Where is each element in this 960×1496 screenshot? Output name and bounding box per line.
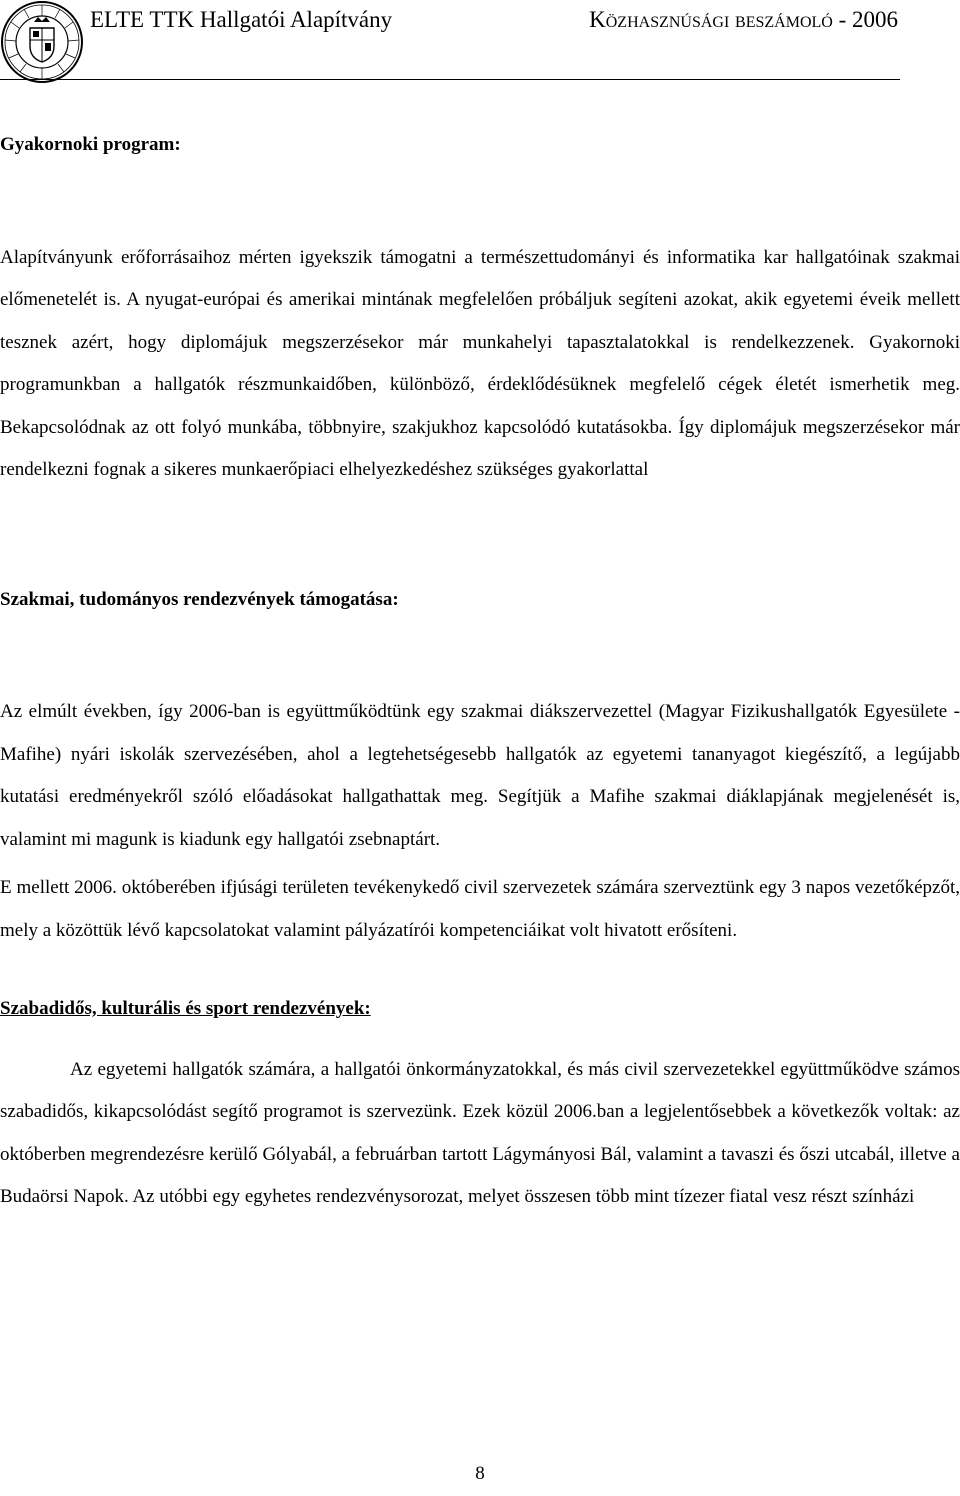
leisure-events-paragraph: Az egyetemi hallgatók számára, a hallgatói önkormányzatokkal, és más civil szervezetekkel együttműködve számos szabadidős, kikapcsolódást segítő programot is szervezünk. Ezek közül 2006.ban a legjelentősebbek a következők voltak: az októberben megrendezésre kerülő Gólyabál, a februárban tartott Lágymányosi Bál, valamint a tavaszi és őszi utcabál, illetve a Budaörsi Napok. Az utóbbi egy egyhetes rendezvénysorozat, melyet összesen több mint tízezer fiatal vesz részt színházi <box>0 1058 960 1207</box>
document-body <box>0 124 960 1219</box>
page-number: 8 <box>475 1463 485 1484</box>
section-heading-internship: Gyakornoki program: <box>0 134 181 155</box>
internship-paragraph: Alapítványunk erőforrásaihoz mérten igyekszik támogatni a természettudományi és informatika kar hallgatóinak szakmai előmenetelét is. A nyugat-európai és amerikai mintának megfelelően próbáljuk segíteni azokat, akik egyetemi éveik mellett tesznek azért, hogy diplomájuk megszerzésekor már munkahelyi tapasztalatokkal is rendelkezzenek. Gyakornoki programunkban a hallgatók részmunkaidőben, különböző, érdeklődésüknek megfelelő cégek életét ismerhetik meg. Bekapcsolódnak az ott folyó munkába, többnyire, szakjukhoz kapcsolódó kutatásokba. Így diplomájuk megszerzésekor már rendelkezni fognak a sikeres munkaerőpiaci elhelyezkedéshez szükséges gyakorlattal <box>0 246 960 480</box>
section-heading-leisure-text: Szabadidős, kulturális és sport rendezvények: <box>0 998 371 1019</box>
scientific-events-paragraph-1: Az elmúlt években, így 2006-ban is együttműködtünk egy szakmai diákszervezettel (Magyar Fizikushallgatók Egyesülete - Mafihe) nyári iskolák szervezésében, ahol a legtehetségesebb hallgatók az egyetemi tananyagot kiegészítő, a legújabb kutatási eredményekről szóló előadásokat hallgathattak meg. Segítjük a Mafihe szakmai diáklapjának megjelenését is, valamint mi magunk is kiadunk egy hallgatói zsebnaptárt. <box>0 701 960 850</box>
section-heading-scientific-events: Szakmai, tudományos rendezvények támogatása: <box>0 588 399 610</box>
header-divider <box>0 79 900 80</box>
university-seal-logo <box>0 0 84 84</box>
section-heading-leisure-events <box>0 988 960 1031</box>
page-header <box>0 0 960 84</box>
header-report-title: Közhasznúsági beszámoló - 2006 <box>589 7 898 32</box>
scientific-events-paragraph-2: E mellett 2006. októberében ifjúsági területen tevékenykedő civil szervezetek számára szerveztünk egy 3 napos vezetőképzőt, mely a közöttük lévő kapcsolatokat valamint pályázatírói kompetenciáikat volt hivatott erősíteni. <box>0 877 960 941</box>
header-organization: ELTE TTK Hallgatói Alapítvány <box>90 7 393 32</box>
